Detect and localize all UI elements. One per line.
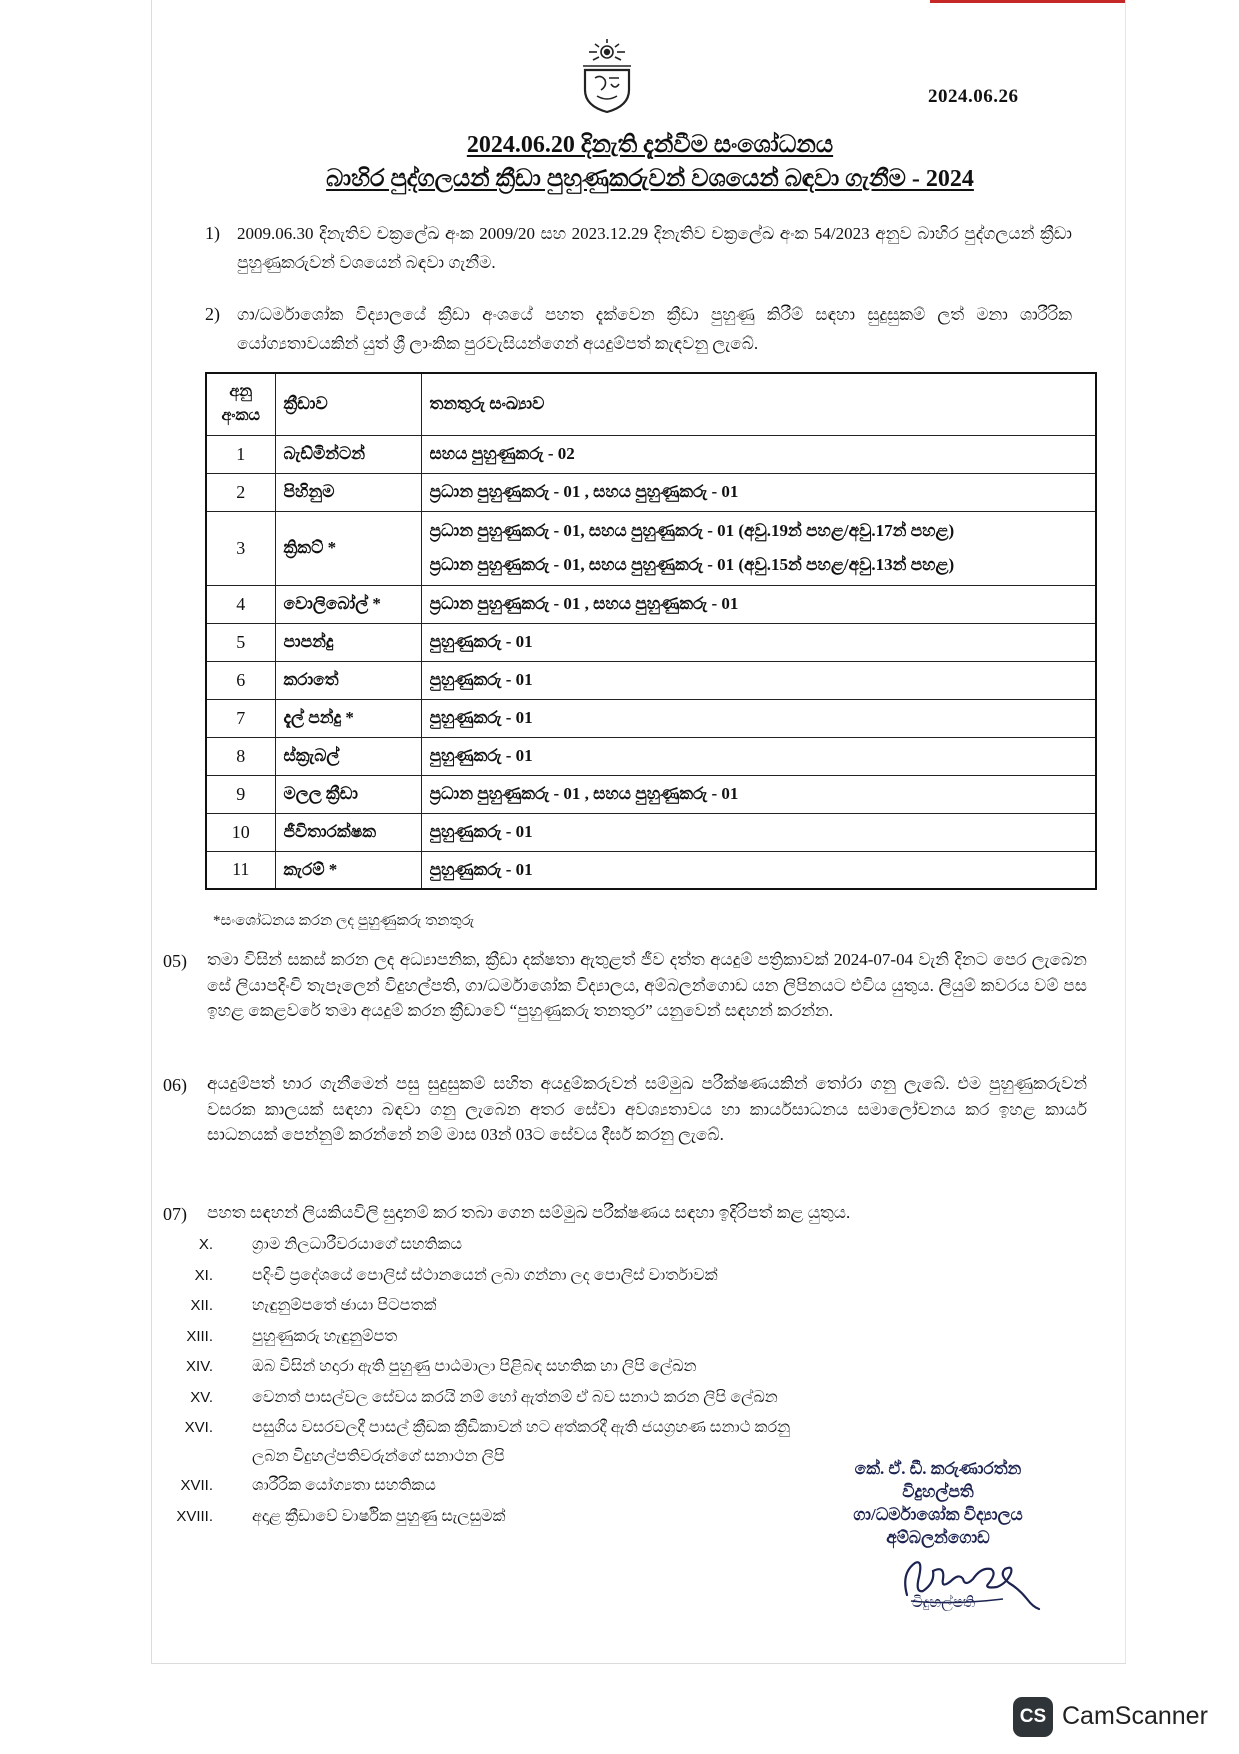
row-number: 11 bbox=[206, 851, 275, 889]
section-text: අයදුම්පත් භාර ගැනීමෙන් පසු සුදුසුකම් සහිත අයදුම්කරුවන් සම්මුඛ පරීක්ෂණයකින් තෝරා ගනු ලැබේ. එම පුහුණුකරුවන් වසරක කාලයක් සඳහා බඳවා ගනු ලැබෙන අතර සේවා අවශ්‍යතාවය හා කාර්යසාධනය සමාලෝචනය කර ඉහළ කාර්ය සාධනයක් පෙන්නුම් කරන්නේ නම් මාස 03න් 03ට සේවය දීර්ඝ කරනු ලැබේ. bbox=[207, 1074, 1087, 1144]
positions-text: ප්‍රධාන පුහුණුකරු - 01 , සහය පුහුණුකරු - 01 bbox=[429, 482, 739, 501]
header-serial-number bbox=[206, 373, 275, 435]
section-text: පහත සඳහන් ලියකියවිලි සුදානම් කර තබා ගෙන සම්මුඛ පරීක්ෂණය සඳහා ඉදිරිපත් කළ යුතුය. bbox=[207, 1203, 851, 1222]
list-item-number: XIII. bbox=[186, 1327, 213, 1345]
positions-cell bbox=[421, 511, 1096, 585]
list-item-number: XVIII. bbox=[176, 1507, 213, 1525]
list-item-number: XVII. bbox=[180, 1477, 213, 1494]
positions-text: ප්‍රධාන පුහුණුකරු - 01, සහය පුහුණුකරු - 01 (අවු.19න් පහළ/අවු.17න් පහළ) bbox=[429, 521, 955, 540]
row-number: 8 bbox=[206, 737, 275, 775]
list-item bbox=[150, 1230, 980, 1261]
principal-stamp bbox=[820, 1457, 1056, 1549]
sport-name: ස්ක්‍රැබල් bbox=[275, 737, 421, 775]
positions-cell bbox=[421, 585, 1096, 623]
positions-text: සහය පුහුණුකරු - 02 bbox=[429, 444, 575, 463]
document-subtitle bbox=[205, 166, 1095, 193]
positions-text: ප්‍රධාන පුහුණුකරු - 01, සහය පුහුණුකරු - 01 (අවු.15න් පහළ/අවු.13න් පහළ) bbox=[429, 555, 955, 574]
table-row bbox=[206, 511, 1096, 585]
section-number: 07) bbox=[163, 1204, 187, 1224]
sport-name: බැඩ්මින්ටන් bbox=[275, 435, 421, 473]
list-item-text: ග්‍රාම නිලධාරීවරයාගේ සහතිකය bbox=[252, 1236, 463, 1253]
sport-name: පිහිනුම bbox=[275, 473, 421, 511]
list-item-number: XV. bbox=[190, 1388, 213, 1406]
item-number: 1) bbox=[205, 223, 220, 243]
header-serial-line-2: අංකය bbox=[221, 407, 260, 425]
section-number: 05) bbox=[163, 951, 187, 971]
table-row bbox=[206, 435, 1096, 473]
table-row bbox=[206, 661, 1096, 699]
list-item-text: අදාළ ක්‍රීඩාවේ වාර්ෂික පුහුණු සැලසුමක් bbox=[252, 1507, 506, 1525]
table-row bbox=[206, 775, 1096, 813]
section-07 bbox=[163, 1200, 1093, 1230]
coach-positions-table bbox=[205, 372, 1097, 890]
list-item-text: හැඳුනුම්පතේ ඡායා පිටපතක් bbox=[252, 1297, 437, 1314]
table-row bbox=[206, 623, 1096, 661]
sport-name: ක්‍රිකට් * bbox=[275, 511, 421, 585]
sport-name: වොලිබෝල් * bbox=[275, 585, 421, 623]
table-header-row bbox=[206, 373, 1096, 435]
title-line-1: 2024.06.20 දිනැති දැන්වීම සංශෝධනය bbox=[466, 132, 834, 158]
list-item-number: X. bbox=[198, 1236, 213, 1253]
list-item bbox=[150, 1261, 980, 1292]
positions-text: පුහුණුකරු - 01 bbox=[429, 632, 533, 651]
header-sport: ක්‍රීඩාව bbox=[275, 373, 421, 435]
positions-text: ප්‍රධාන පුහුණුකරු - 01 , සහය පුහුණුකරු - 01 bbox=[429, 594, 739, 613]
row-number: 6 bbox=[206, 661, 275, 699]
row-number: 5 bbox=[206, 623, 275, 661]
row-number: 10 bbox=[206, 813, 275, 851]
sport-name: පාපන්දු bbox=[275, 623, 421, 661]
stamp-school: ගා/ධර්මාශෝක විද්‍යාලය bbox=[853, 1505, 1023, 1524]
stamp-town: අම්බලන්ගොඩ bbox=[886, 1528, 990, 1547]
stamp-name: කේ. ඒ. ඩී. කරුණාරත්න bbox=[854, 1459, 1022, 1478]
list-item-text: වෙනත් පාසල්වල සේවය කරයි නම් හෝ ඇත්නම් ඒ බව සනාථ කරන ලිපි ලේඛන bbox=[252, 1388, 778, 1406]
row-number: 1 bbox=[206, 435, 275, 473]
paper-edge-bottom bbox=[151, 1663, 1126, 1664]
top-edge-mark bbox=[930, 0, 1125, 3]
list-item bbox=[150, 1352, 980, 1383]
list-item-text: ශාරීරික යෝග්‍යතා සහතිකය bbox=[252, 1477, 436, 1494]
list-item-text: පදිංචි ප්‍රදේශයේ පොලිස් ස්ථානයෙන් ලබා ගන්නා ලද පොලිස් වාර්තාවක් bbox=[252, 1266, 718, 1284]
sport-name: කැරම් * bbox=[275, 851, 421, 889]
positions-cell bbox=[421, 661, 1096, 699]
camscanner-watermark: CamScanner bbox=[1062, 1702, 1208, 1730]
paper-edge-right bbox=[1125, 0, 1126, 1663]
list-item-text: ඔබ විසින් හදාරා ඇති පුහුණු පාඨමාලා පිළිබඳ සහතික හා ලිපි ලේඛන bbox=[252, 1358, 697, 1375]
positions-text: ප්‍රධාන පුහුණුකරු - 01 , සහය පුහුණුකරු - 01 bbox=[429, 784, 739, 803]
header-positions: තනතුරු සංඛ්‍යාව bbox=[421, 373, 1096, 435]
row-number: 3 bbox=[206, 511, 275, 585]
list-item bbox=[150, 1322, 980, 1353]
table-footnote: *සංශෝධනය කරන ලද පුහුණුකරු තනතුරු bbox=[213, 913, 475, 929]
table-row bbox=[206, 813, 1096, 851]
positions-cell bbox=[421, 851, 1096, 889]
document-date: 2024.06.26 bbox=[928, 86, 1019, 107]
list-item-text: පසුගිය වසරවලදී පාසල් ක්‍රීඩක ක්‍රීඩිකාවන් හට අත්කරදී ඇති ජයග්‍රහණ සනාථ කරනු ලබන විදුහල්පතිවරුන්ගේ සනාථන ලිපි bbox=[252, 1419, 791, 1465]
list-item-number: XII. bbox=[190, 1297, 213, 1314]
positions-cell bbox=[421, 775, 1096, 813]
sport-name: දැල් පන්දු * bbox=[275, 699, 421, 737]
intro-item bbox=[205, 300, 1085, 360]
item-text: 2009.06.30 දිනැතිව චක්‍රලේඛ අංක 2009/20 සහ 2023.12.29 දිනැතිව චක්‍රලේඛ අංක 54/2023 අනුව බාහිර පුද්ගලයන් ක්‍රීඩා පුහුණුකරුවන් වශයෙන් බඳවා ගැනීම. bbox=[237, 224, 1072, 272]
list-item-number: XVI. bbox=[184, 1419, 213, 1436]
positions-cell bbox=[421, 699, 1096, 737]
row-number: 9 bbox=[206, 775, 275, 813]
sport-name: ජීවිතාරක්ෂක bbox=[275, 813, 421, 851]
stamp-title: විදුහල්පති bbox=[902, 1482, 974, 1501]
list-item-number: XI. bbox=[194, 1266, 213, 1284]
item-number: 2) bbox=[205, 304, 220, 324]
section-06 bbox=[163, 1071, 1093, 1181]
positions-text: පුහුණුකරු - 01 bbox=[429, 859, 533, 879]
positions-cell bbox=[421, 435, 1096, 473]
table-row bbox=[206, 585, 1096, 623]
section-05 bbox=[163, 947, 1093, 1057]
positions-text: පුහුණුකරු - 01 bbox=[429, 670, 533, 689]
table-row bbox=[206, 851, 1096, 889]
intro-item bbox=[205, 219, 1085, 279]
positions-text: පුහුණුකරු - 01 bbox=[429, 746, 533, 765]
section-number: 06) bbox=[163, 1075, 187, 1095]
table-row bbox=[206, 699, 1096, 737]
positions-cell bbox=[421, 473, 1096, 511]
item-text: ගා/ධර්මාශෝක විද්‍යාලයේ ක්‍රීඩා අංශයේ පහත දැක්වෙන ක්‍රීඩා පුහුණු කිරීම් සඳහා සුදුසුකම් ලත් මනා ශාරීරික යෝග්‍යතාවයකින් යුත් ශ්‍රී ලාංකික පුරවැසියන්ගෙන් අයදුම්පත් කැඳවනු ලැබේ. bbox=[237, 305, 1072, 353]
title-line-2: බාහිර පුද්ගලයන් ක්‍රීඩා පුහුණුකරුවන් වශයෙන් බඳවා ගැනීම - 2024 bbox=[326, 166, 974, 192]
row-number: 7 bbox=[206, 699, 275, 737]
school-crest-icon bbox=[575, 38, 639, 114]
signatory-title: විදුහල්පති bbox=[912, 1595, 976, 1611]
positions-text: පුහුණුකරු - 01 bbox=[429, 708, 533, 727]
list-item-text: පුහුණුකරු හැඳුනුම්පත bbox=[252, 1327, 398, 1345]
list-item bbox=[150, 1383, 980, 1414]
table-row bbox=[206, 473, 1096, 511]
sport-name: කරාතේ bbox=[275, 661, 421, 699]
positions-cell bbox=[421, 623, 1096, 661]
header-serial-line-1: අනු bbox=[229, 383, 253, 401]
list-item-number: XIV. bbox=[186, 1358, 213, 1375]
positions-cell bbox=[421, 737, 1096, 775]
row-number: 2 bbox=[206, 473, 275, 511]
positions-cell bbox=[421, 813, 1096, 851]
table-row bbox=[206, 737, 1096, 775]
section-text: තමා විසින් සකස් කරන ලද අධ්‍යාපනික, ක්‍රීඩා දක්ෂතා ඇතුළත් ජීව දත්ත අයදුම් පත්‍රිකාවක් 2024-07-04 වැනි දිනට පෙර ලැබෙන සේ ලියාපදිංචි තැපෑලෙන් විදුහල්පති, ගා/ධර්මාශෝක විද්‍යාලය, අම්බලන්ගොඩ යන ලිපිනයට එවිය යුතුය. ලියුම් කවරය වම් පස ඉහළ කෙළවරේ තමා අයදුම් කරන ක්‍රීඩාවේ “පුහුණුකරු තනතුර” යනුවෙන් සඳහන් කරන්න. bbox=[207, 950, 1087, 1020]
row-number: 4 bbox=[206, 585, 275, 623]
list-item bbox=[150, 1291, 980, 1322]
document-title bbox=[205, 132, 1095, 159]
camscanner-logo-icon: CS bbox=[1013, 1697, 1053, 1737]
positions-text: පුහුණුකරු - 01 bbox=[429, 822, 533, 841]
sport-name: මලල ක්‍රීඩා bbox=[275, 775, 421, 813]
